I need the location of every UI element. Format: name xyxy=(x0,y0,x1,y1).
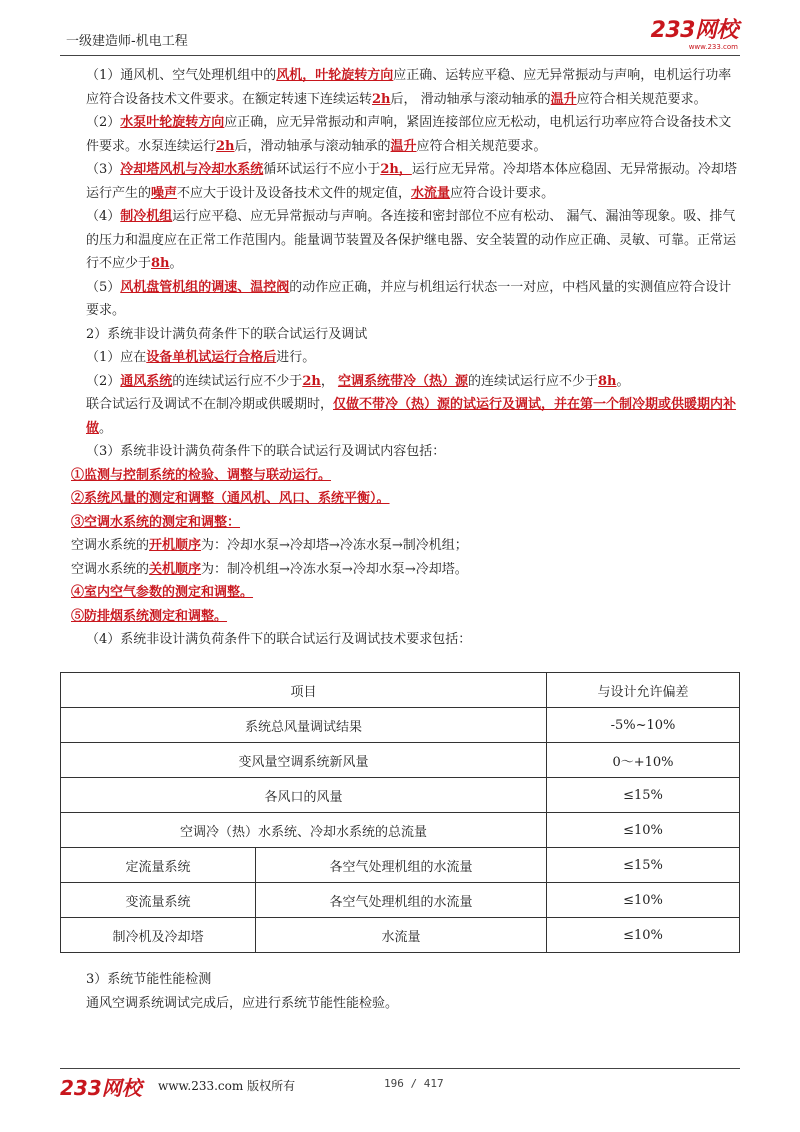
paragraph-fan: （1）通风机、空气处理机组中的风机，叶轮旋转方向应正确、运转应平稳、应无异常振动与声响，电机运行功率应符合设备技术文件要求。在额定转速下连续运转2h后， 滑动轴承与滚动轴承的温升应符合相关规范要求。 xyxy=(86,68,732,107)
table-row xyxy=(61,883,740,918)
logo-text: 233网校 xyxy=(650,18,738,43)
paragraph-s2-1: （1）应在设备单机试运行合格后进行。 xyxy=(86,350,316,365)
row-group: 定流量系统 xyxy=(61,848,256,883)
row-group: 变流量系统 xyxy=(61,883,256,918)
header-divider xyxy=(60,55,740,56)
footer-divider xyxy=(60,1068,740,1069)
paragraph-s2-5: （4）系统非设计满负荷条件下的联合试运行及调试技术要求包括： xyxy=(86,632,472,647)
table-row xyxy=(61,778,740,813)
paragraph-cooling-tower: （3）冷却塔风机与冷却水系统循环试运行不应小于2h，运行应无异常。冷却塔本体应稳固、无异常振动。冷却塔运行产生的噪声不应大于设计及设备技术文件的规定值，水流量应符合设计要求。 xyxy=(86,162,737,201)
row-item: 空调冷（热）水系统、冷却水系统的总流量 xyxy=(61,813,547,848)
requirements-table xyxy=(60,672,740,953)
table-row xyxy=(61,918,740,953)
logo-url: www.233.com xyxy=(688,43,738,51)
row-deviation: ≤10% xyxy=(547,883,740,918)
table-row xyxy=(61,848,740,883)
row-item: 各空气处理机组的水流量 xyxy=(256,883,547,918)
row-item: 水流量 xyxy=(256,918,547,953)
row-deviation: ≤15% xyxy=(547,848,740,883)
row-group: 制冷机及冷却塔 xyxy=(61,918,256,953)
section-heading-3: 3）系统节能性能检测 xyxy=(86,972,212,987)
startup-sequence: 空调水系统的开机顺序为：冷却水泵→冷却塔→冷冻水泵→制冷机组； xyxy=(71,538,468,553)
footer-logo[interactable]: 233网校 xyxy=(60,1076,142,1100)
row-deviation: ≤10% xyxy=(547,918,740,953)
row-deviation: ≤15% xyxy=(547,778,740,813)
item-air-volume: ②系统风量的测定和调整（通风机、风口、系统平衡）。 xyxy=(71,491,390,506)
paragraph-s3: 通风空调系统调试完成后，应进行系统节能性能检验。 xyxy=(86,996,399,1011)
brand-logo[interactable] xyxy=(651,20,738,51)
item-monitoring: ①监测与控制系统的检验、调整与联动运行。 xyxy=(71,467,332,483)
table-row xyxy=(61,813,740,848)
paragraph-s2-4: （3）系统非设计满负荷条件下的联合试运行及调试内容包括： xyxy=(86,444,446,459)
row-deviation: 0～+10% xyxy=(547,743,740,778)
footer-copyright: www.233.com 版权所有 xyxy=(158,1079,296,1093)
header-deviation: 与设计允许偏差 xyxy=(547,673,740,708)
header-item: 项目 xyxy=(61,673,547,708)
paragraph-chiller: （4）制冷机组运行应平稳、应无异常振动与声响。各连接和密封部位不应有松动、 漏气、漏油等现象。吸、排气的压力和温度应在正常工作范围内。能量调节装置及各保护继电器、安全装置的动作应正确、灵敏、可靠。正常运行不应少于8h。 xyxy=(86,209,737,271)
row-item: 系统总风量调试结果 xyxy=(61,708,547,743)
row-deviation: -5%~10% xyxy=(547,708,740,743)
shutdown-sequence: 空调水系统的关机顺序为：制冷机组→冷冻水泵→冷却水泵→冷却塔。 xyxy=(71,561,468,577)
closing-section xyxy=(86,968,740,1016)
header-title: 一级建造师-机电工程 xyxy=(66,34,188,49)
item-indoor-air: ④室内空气参数的测定和调整。 xyxy=(71,585,254,600)
row-item: 变风量空调系统新风量 xyxy=(61,743,547,778)
paragraph-s2-2: （2）通风系统的连续试运行应不少于2h， 空调系统带冷（热）源的连续试运行应不少于8h。 xyxy=(86,373,630,389)
row-deviation: ≤10% xyxy=(547,813,740,848)
row-item: 各空气处理机组的水流量 xyxy=(256,848,547,883)
page-number: 196 / 417 xyxy=(384,1077,444,1090)
table-header-row xyxy=(61,673,740,708)
table-row xyxy=(61,708,740,743)
paragraph-s2-3: 联合试运行及调试不在制冷期或供暖期时，仅做不带冷（热）源的试运行及调试，并在第一个制冷期或供暖期内补做。 xyxy=(86,397,737,436)
row-item: 各风口的风量 xyxy=(61,778,547,813)
document-body xyxy=(71,64,740,652)
table-row xyxy=(61,743,740,778)
item-water-system: ③空调水系统的测定和调整： xyxy=(71,514,241,530)
paragraph-fan-coil: （5）风机盘管机组的调速、温控阀的动作应正确，并应与机组运行状态一一对应，中档风量的实测值应符合设计要求。 xyxy=(86,279,732,318)
section-heading-2: 2）系统非设计满负荷条件下的联合试运行及调试 xyxy=(86,326,368,342)
item-smoke-exhaust: ⑤防排烟系统测定和调整。 xyxy=(71,608,228,624)
paragraph-pump: （2）水泵叶轮旋转方向应正确，应无异常振动和声响，紧固连接部位应无松动，电机运行功率应符合设备技术文件要求。水泵连续运行2h后，滑动轴承与滚动轴承的温升应符合相关规范要求。 xyxy=(86,115,732,154)
